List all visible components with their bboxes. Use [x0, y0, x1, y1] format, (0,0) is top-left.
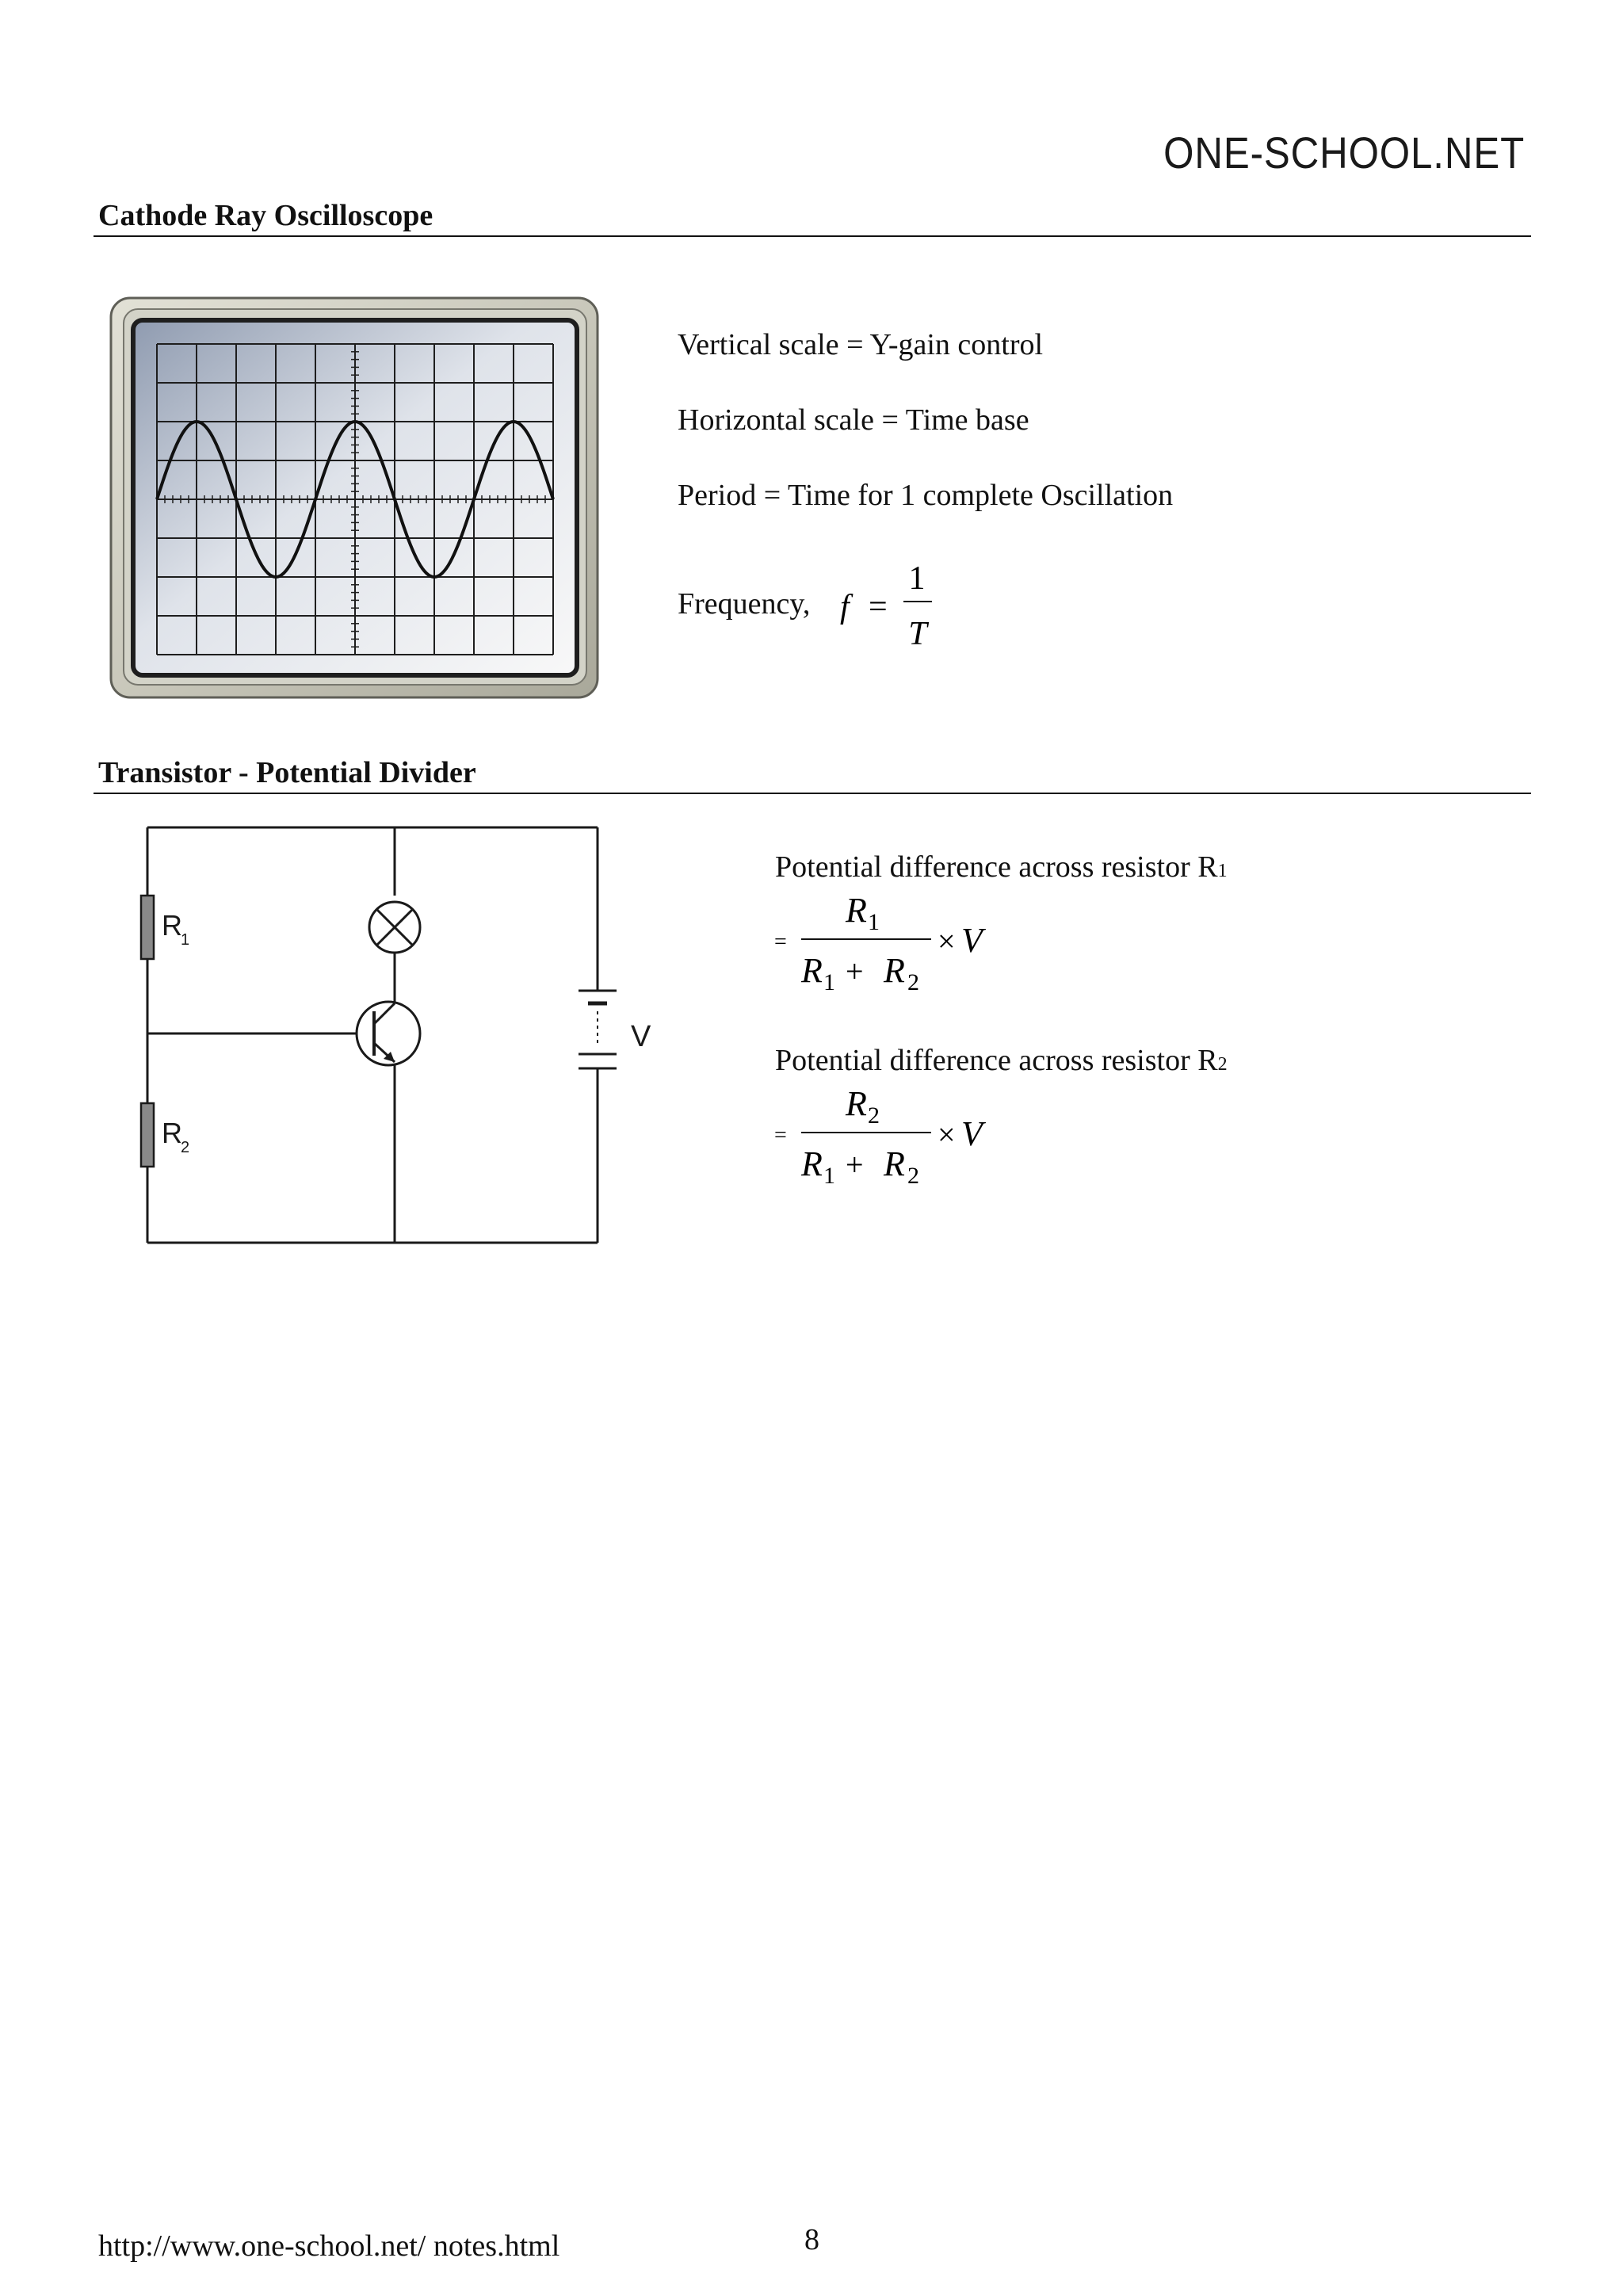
section-rule — [94, 793, 1531, 794]
resistor-r1-subscript: 1 — [181, 931, 190, 949]
oscilloscope-illustration — [109, 296, 601, 701]
resistor-r2-label: R — [162, 1117, 182, 1149]
transistor-icon — [357, 1002, 420, 1065]
pd-r1-subscript: 1 — [1217, 861, 1228, 881]
resistor-r1-label: R — [162, 909, 182, 942]
svg-text:V: V — [961, 1114, 983, 1153]
resistor-r2 — [141, 1103, 154, 1167]
pd-r1-text: Potential difference across resistor R — [775, 850, 1218, 884]
page-number: 8 — [804, 2223, 819, 2256]
frequency-label: Frequency, — [678, 587, 811, 621]
frequency-symbol: f — [840, 589, 850, 625]
svg-text:+: + — [846, 953, 864, 989]
resistor-r1 — [141, 896, 154, 959]
pd-r2-label — [775, 1043, 1228, 1078]
svg-text:R: R — [846, 1084, 867, 1123]
battery-icon — [579, 991, 617, 1068]
divider-section-title: Transistor - Potential Divider — [98, 756, 476, 789]
cro-section-title: Cathode Ray Oscilloscope — [98, 199, 433, 232]
site-name: ONE-SCHOOL.NET — [1163, 128, 1525, 178]
period-text: Period = Time for 1 complete Oscillation — [678, 479, 1174, 512]
frequency-denominator: T — [908, 616, 927, 652]
svg-text:2: 2 — [907, 969, 919, 995]
battery-voltage-label: V — [631, 1020, 651, 1053]
svg-text:R: R — [846, 891, 867, 930]
svg-text:1: 1 — [868, 909, 880, 935]
svg-text:R: R — [801, 951, 823, 990]
pd-r2-text: Potential difference across resistor R — [775, 1044, 1218, 1077]
svg-text:R: R — [801, 1144, 823, 1183]
svg-text:=: = — [774, 930, 787, 954]
resistor-r2-subscript: 2 — [181, 1139, 190, 1156]
svg-text:R: R — [884, 1144, 905, 1183]
frequency-numerator: 1 — [908, 560, 926, 597]
svg-text:V: V — [961, 921, 983, 960]
svg-text:1: 1 — [823, 1163, 835, 1189]
frequency-formula — [832, 551, 943, 654]
pd-r1-formula — [773, 884, 1026, 1003]
svg-text:=: = — [774, 1123, 787, 1148]
pd-r2-subscript: 2 — [1217, 1054, 1228, 1075]
vertical-scale-text: Vertical scale = Y-gain control — [678, 328, 1044, 361]
potential-divider-circuit — [127, 816, 682, 1256]
section-rule — [94, 235, 1531, 237]
svg-text:1: 1 — [823, 969, 835, 995]
svg-text:×: × — [938, 923, 956, 959]
svg-text:R: R — [884, 951, 905, 990]
equals-sign: = — [869, 589, 888, 625]
footer-url[interactable]: http://www.one-school.net/ notes.html — [98, 2229, 560, 2263]
lamp-icon — [369, 902, 420, 953]
svg-text:×: × — [938, 1117, 956, 1152]
svg-text:2: 2 — [907, 1163, 919, 1189]
pd-r2-formula — [773, 1077, 1026, 1196]
horizontal-scale-text: Horizontal scale = Time base — [678, 403, 1029, 437]
pd-r1-label — [775, 850, 1228, 884]
svg-text:+: + — [846, 1147, 864, 1182]
svg-text:2: 2 — [868, 1102, 880, 1129]
